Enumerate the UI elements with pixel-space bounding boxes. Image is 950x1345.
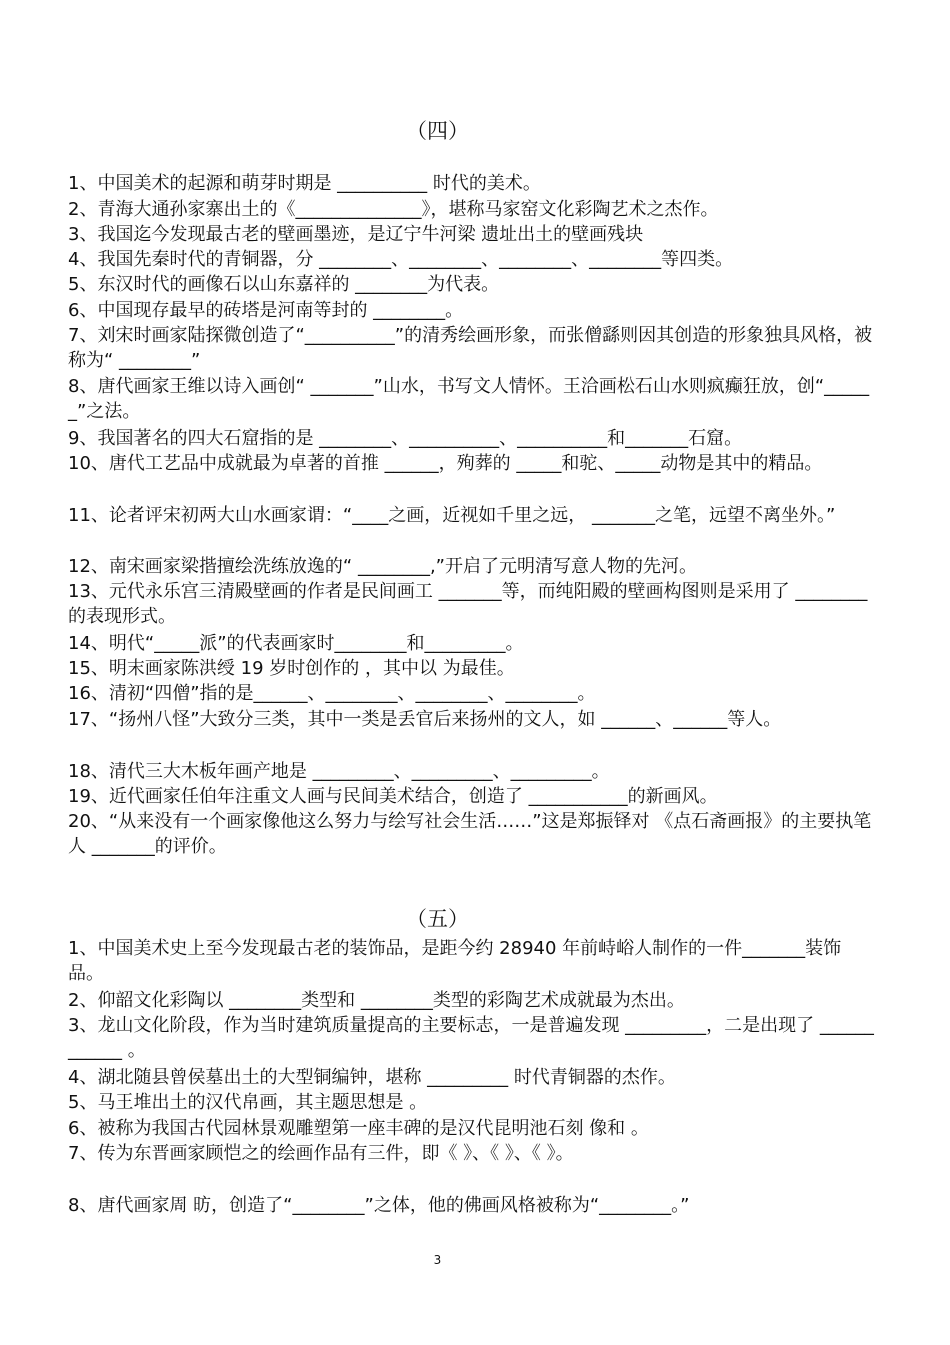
question-4-12: 12、南宋画家梁揩擅绘洗练放逸的“ ________,”开启了元明清写意人物的先河。 [68, 556, 697, 577]
question-4-9: 9、我国著名的四大石窟指的是 ________、__________、__________和_______石窟。 [68, 428, 743, 449]
question-4-4: 4、我国先秦时代的青铜器，分 ________、________、________、________等四类。 [68, 249, 734, 270]
section-4-title: （四） [406, 119, 469, 143]
question-5-4: 4、湖北随县曾侯墓出土的大型铜编钟，堪称 _________ 时代青铜器的杰作。 [68, 1067, 676, 1088]
question-4-1: 1、中国美术的起源和萌芽时期是 __________ 时代的美术。 [68, 173, 541, 194]
question-4-2: 2、青海大通孙家寨出土的《______________》，堪称马家窑文化彩陶艺术之杰作。 [68, 199, 719, 220]
question-4-10: 10、唐代工艺品中成就最为卓著的首推 ______，殉葬的 _____和驼、_____动物是其中的精品。 [68, 453, 823, 474]
question-4-14: 14、明代“_____派”的代表画家时________和_________。 [68, 633, 524, 654]
question-5-2: 2、仰韶文化彩陶以 ________类型和 ________类型的彩陶艺术成就最为杰出。 [68, 990, 685, 1011]
page-number: 3 [433, 1253, 442, 1267]
question-4-18: 18、清代三大木板年画产地是 _________、_________、_________。 [68, 761, 610, 782]
question-4-3: 3、我国迄今发现最古老的壁画墨迹，是辽宁牛河梁 遗址出土的壁画残块 [68, 224, 644, 245]
question-4-19: 19、近代画家任伯年注重文人画与民间美术结合，创造了 ___________的新画风。 [68, 786, 718, 807]
question-4-17: 17、“扬州八怪”大致分三类，其中一类是丢官后来扬州的文人，如 ______、______等人。 [68, 709, 782, 730]
question-4-11: 11、论者评宋初两大山水画家谓：“____之画，近视如千里之远， _______之笔，远望不离坐外。” [68, 505, 836, 526]
question-4-8: 8、唐代画家王维以诗入画创“ _______”山水，书写文人情怀。王洽画松石山水则疯癫狂放，创“______”之法。 [68, 376, 870, 423]
question-4-16: 16、清初“四僧”指的是______、________、________、________。 [68, 683, 596, 704]
question-5-3: 3、龙山文化阶段，作为当时建筑质量提高的主要标志，一是普遍发现 _________，二是出现了 ____________ 。 [68, 1015, 874, 1062]
question-4-7: 7、刘宋时画家陆探微创造了“__________”的清秀绘画形象，而张僧繇则因其创造的形象独具风格，被称为“ ________” [68, 325, 873, 372]
question-5-6: 6、被称为我国古代园林景观雕塑第一座丰碑的是汉代昆明池石刻 像和 。 [68, 1118, 649, 1139]
question-4-15: 15、明末画家陈洪绶 19 岁时创作的 ，其中以 为最佳。 [68, 658, 515, 679]
section-5-title: （五） [406, 907, 469, 931]
question-4-20: 20、“从来没有一个画家像他这么努力与绘写社会生活……”这是郑振铎对 《点石斋画报》的主要执笔人 _______的评价。 [68, 811, 872, 858]
question-4-6: 6、中国现存最早的砖塔是河南等封的 ________。 [68, 300, 464, 321]
question-5-8: 8、唐代画家周 昉，创造了“________”之体，他的佛画风格被称为“________。” [68, 1195, 690, 1216]
question-5-5: 5、马王堆出土的汉代帛画，其主题思想是 。 [68, 1092, 428, 1113]
question-4-5: 5、东汉时代的画像石以山东嘉祥的 ________为代表。 [68, 274, 500, 295]
question-4-13: 13、元代永乐宫三清殿壁画的作者是民间画工 _______等，而纯阳殿的壁画构图则是采用了 ________的表现形式。 [68, 581, 868, 628]
question-5-7: 7、传为东晋画家顾恺之的绘画作品有三件，即《 》、《 》、《 》。 [68, 1143, 574, 1164]
question-5-1: 1、中国美术史上至今发现最古老的装饰品，是距今约 28940 年前峙峪人制作的一件_______装饰品。 [68, 938, 842, 985]
